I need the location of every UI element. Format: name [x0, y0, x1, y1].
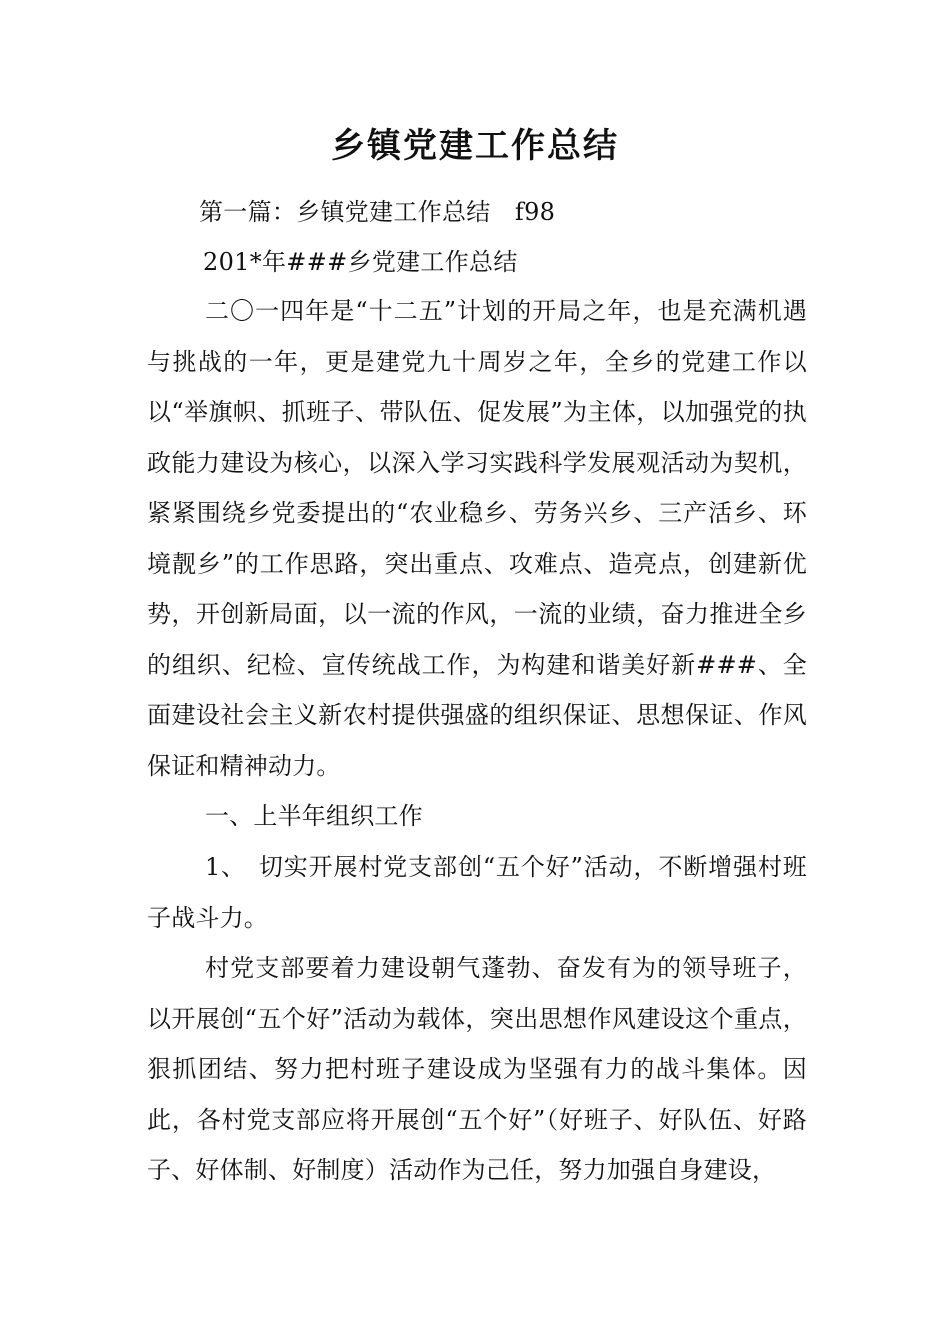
section-heading: 一、上半年组织工作	[205, 802, 423, 830]
numbered-item: 1、 切实开展村党支部创“五个好”活动，不断增强村班子战斗力。	[147, 853, 807, 932]
document-title: 乡镇党建工作总结	[331, 126, 619, 166]
report-heading: 201*年###乡党建工作总结	[203, 248, 518, 276]
intro-paragraph: 二〇一四年是“十二五”计划的开局之年，也是充满机遇与挑战的一年，更是建党九十周岁之年，全乡的党建工作以以“举旗帜、抓班子、带队伍、促发展”为主体，以加强党的执政能力建设为核心，以深入学习实践科学发展观活动为契机，紧紧围绕乡党委提出的“农业稳乡、劳务兴乡、三产活乡、环境靓乡”的工作思路，突出重点、攻难点、造亮点，创建新优势，开创新局面，以一流的作风，一流的业绩，奋力推进全乡的组织、纪检、宣传统战工作，为构建和谐美好新###、全面建设社会主义新农村提供强盛的组织保证、思想保证、作风保证和精神动力。	[147, 297, 807, 780]
body-paragraph: 村党支部要着力建设朝气蓬勃、奋发有为的领导班子，以开展创“五个好”活动为载体，突出思想作风建设这个重点，狠抓团结、努力把村班子建设成为坚强有力的战斗集体。因此，各村党支部应将开展创“五个好”（好班子、好队伍、好路子、好体制、好制度）活动作为己任，努力加强自身建设，	[147, 954, 807, 1184]
chapter-heading: 第一篇：乡镇党建工作总结 f98	[199, 198, 556, 226]
